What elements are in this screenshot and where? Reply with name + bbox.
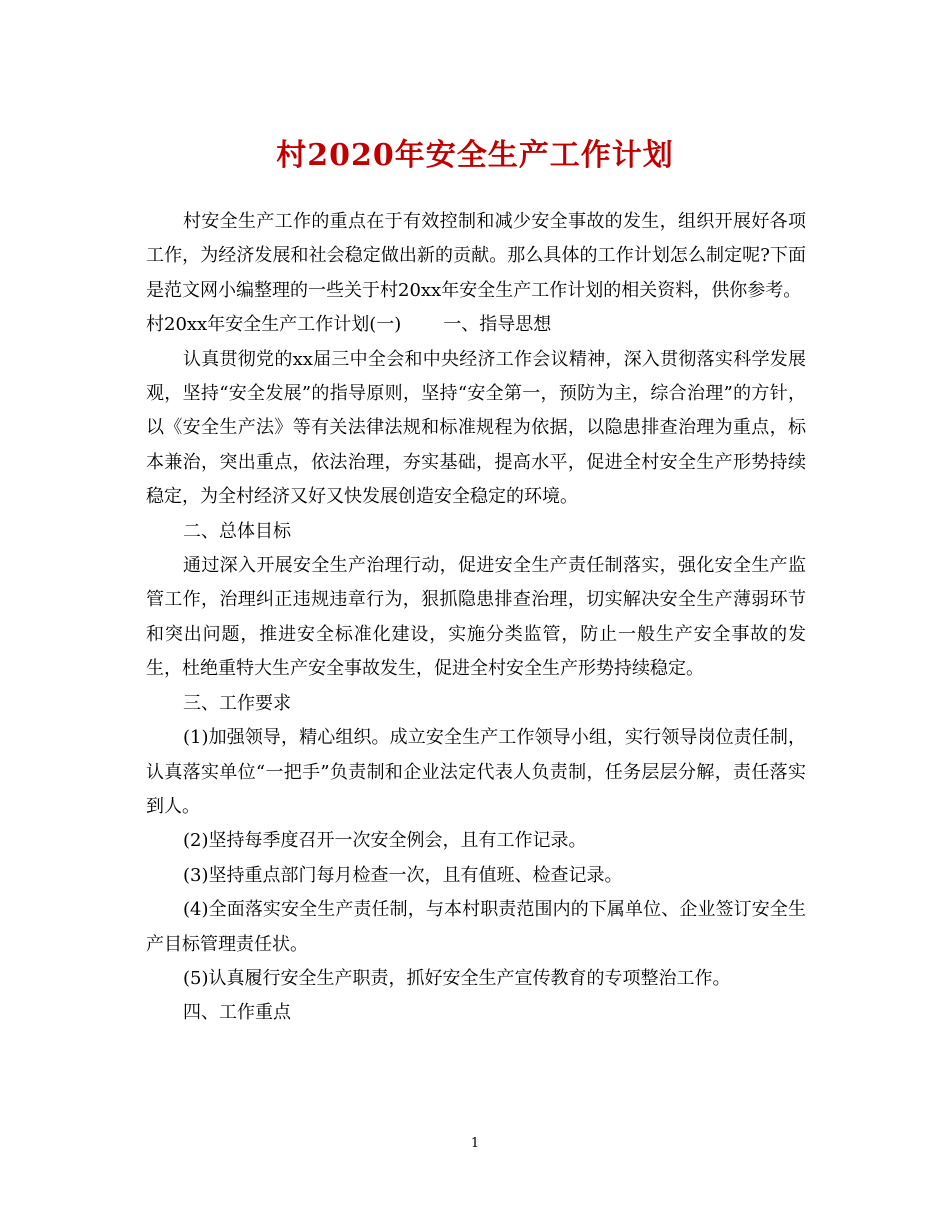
intro-paragraph: 村安全生产工作的重点在于有效控制和减少安全事故的发生，组织开展好各项工作，为经济发展和社会稳定做出新的贡献。那么具体的工作计划怎么制定呢?下面是范文网小编整理的一些关于村20xx年安全生产工作计划的相关资料，供你参考。 — [146, 211, 806, 301]
guiding-ideology-paragraph: 认真贯彻党的xx届三中全会和中央经济工作会议精神，深入贯彻落实科学发展观，坚持“安全发展”的指导原则，坚持“安全第一，预防为主，综合治理”的方针，以《安全生产法》等有关法律法规和标准规程为依据，以隐患排查治理为重点，标本兼治，突出重点，依法治理，夯实基础，提高水平，促进全村安全生产形势持续稳定，为全村经济又好又快发展创造安全稳定的环境。 — [146, 348, 806, 508]
section-heading-work-focus: 四、工作重点 — [183, 1002, 291, 1024]
document-body — [146, 205, 806, 1031]
page-number: 1 — [470, 1136, 480, 1151]
requirement-item: (4)全面落实安全生产责任制，与本村职责范围内的下属单位、企业签订安全生产目标管理责任状。 — [146, 899, 806, 955]
section-heading-guiding-ideology: 一、指导思想 — [443, 314, 552, 336]
overall-goal-paragraph: 通过深入开展安全生产治理行动，促进安全生产责任制落实，强化安全生产监管工作，治理纠正违规违章行为，狠抓隐患排查治理，切实解决安全生产薄弱环节和突出问题，推进安全标准化建设，实施分类监管，防止一般生产安全事故的发生，杜绝重特大生产安全事故发生，促进全村安全生产形势持续稳定。 — [146, 555, 806, 680]
document-title: 村2020年安全生产工作计划 — [276, 138, 674, 173]
plan-heading-line — [146, 308, 806, 342]
requirement-item: (2)坚持每季度召开一次安全例会，且有工作记录。 — [183, 830, 587, 852]
requirement-item: (1)加强领导，精心组织。成立安全生产工作领导小组，实行领导岗位责任制，认真落实单位“一把手”负责制和企业法定代表人负责制，任务层层分解，责任落实到人。 — [146, 727, 806, 817]
requirement-item: (3)坚持重点部门每月检查一次，且有值班、检查记录。 — [183, 864, 623, 886]
plan-label: 村20xx年安全生产工作计划(一) — [146, 314, 402, 336]
section-heading-overall-goal: 二、总体目标 — [183, 520, 291, 542]
requirement-item: (5)认真履行安全生产职责，抓好安全生产宣传教育的专项整治工作。 — [183, 967, 731, 989]
section-heading-work-requirements: 三、工作要求 — [183, 692, 291, 714]
